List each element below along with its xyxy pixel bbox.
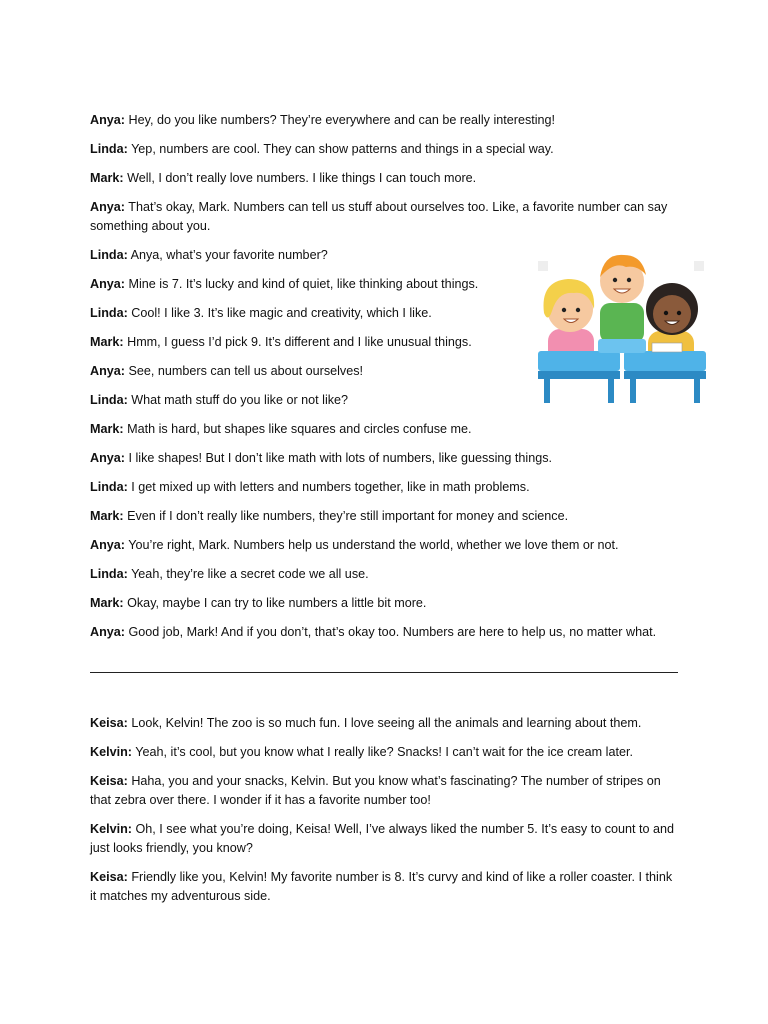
three-kids-at-desks-illustration	[534, 247, 710, 405]
line-text: Cool! I like 3. It’s like magic and creativity, which I like.	[131, 306, 432, 320]
line-text: Good job, Mark! And if you don’t, that’s okay too. Numbers are here to help us, no matter what.	[128, 625, 657, 639]
speaker-name: Anya:	[90, 451, 125, 465]
dialogue-line	[90, 772, 680, 810]
watermark-mark	[694, 261, 704, 271]
dialogue-line	[90, 743, 680, 762]
line-text: Hmm, I guess I’d pick 9. It’s different and I like unusual things.	[127, 335, 472, 349]
dialogue-line	[90, 478, 680, 497]
speaker-name: Anya:	[90, 364, 125, 378]
line-text: I get mixed up with letters and numbers together, like in math problems.	[131, 480, 530, 494]
dialogue-line	[90, 420, 680, 439]
line-text: Hey, do you like numbers? They’re everywhere and can be really interesting!	[128, 113, 556, 127]
line-text: Yeah, it’s cool, but you know what I really like? Snacks! I can’t wait for the ice cream later.	[135, 745, 633, 759]
line-text: I like shapes! But I don’t like math with lots of numbers, like guessing things.	[128, 451, 553, 465]
speaker-name: Mark:	[90, 422, 124, 436]
speaker-name: Linda:	[90, 142, 128, 156]
line-text: Yeah, they’re like a secret code we all use.	[131, 567, 369, 581]
line-text: Okay, maybe I can try to like numbers a little bit more.	[127, 596, 427, 610]
line-text: Look, Kelvin! The zoo is so much fun. I love seeing all the animals and learning about them.	[131, 716, 642, 730]
dialogue-line	[90, 140, 680, 159]
speaker-name: Keisa:	[90, 716, 128, 730]
line-text: Math is hard, but shapes like squares and circles confuse me.	[127, 422, 472, 436]
speaker-name: Keisa:	[90, 774, 128, 788]
line-text: What math stuff do you like or not like?	[131, 393, 349, 407]
dialogue-line	[90, 111, 680, 130]
dialogue-line	[90, 169, 680, 188]
dialogue-line	[90, 868, 680, 906]
dialogue-line	[90, 198, 680, 236]
line-text: Haha, you and your snacks, Kelvin. But you know what’s fascinating? The number of stripes on that zebra over there. I wonder if it has a favorite number too!	[90, 774, 661, 807]
speaker-name: Anya:	[90, 277, 125, 291]
line-text: See, numbers can tell us about ourselves!	[128, 364, 364, 378]
speaker-name: Anya:	[90, 538, 125, 552]
speaker-name: Anya:	[90, 113, 125, 127]
line-text: Oh, I see what you’re doing, Keisa! Well, I’ve always liked the number 5. It’s easy to count to and just looks friendly, you know?	[90, 822, 675, 855]
dialogue-line	[90, 449, 680, 468]
speaker-name: Kelvin:	[90, 822, 132, 836]
dialogue-line	[90, 623, 680, 642]
speaker-name: Mark:	[90, 171, 124, 185]
speaker-name: Mark:	[90, 509, 124, 523]
speaker-name: Linda:	[90, 480, 128, 494]
dialogue-line	[90, 594, 680, 613]
dialogue-line	[90, 714, 680, 733]
speaker-name: Linda:	[90, 306, 128, 320]
line-text: Mine is 7. It’s lucky and kind of quiet, like thinking about things.	[128, 277, 479, 291]
dialogue-keisa-kelvin	[90, 714, 680, 916]
dialogue-line	[90, 536, 680, 555]
line-text: Friendly like you, Kelvin! My favorite number is 8. It’s curvy and kind of like a roller coaster. I think it matches my adventurous side.	[90, 870, 673, 903]
speaker-name: Linda:	[90, 248, 128, 262]
speaker-name: Kelvin:	[90, 745, 132, 759]
line-text: Even if I don’t really like numbers, they’re still important for money and science.	[127, 509, 569, 523]
line-text: You’re right, Mark. Numbers help us understand the world, whether we love them or not.	[128, 538, 619, 552]
speaker-name: Anya:	[90, 200, 125, 214]
speaker-name: Mark:	[90, 335, 124, 349]
dialogue-line	[90, 565, 680, 584]
dialogue-line	[90, 507, 680, 526]
speaker-name: Keisa:	[90, 870, 128, 884]
speaker-name: Linda:	[90, 567, 128, 581]
line-text: Anya, what’s your favorite number?	[130, 248, 328, 262]
line-text: Well, I don’t really love numbers. I like things I can touch more.	[127, 171, 477, 185]
watermark-mark	[538, 261, 548, 271]
speaker-name: Mark:	[90, 596, 124, 610]
section-divider	[90, 672, 678, 673]
speaker-name: Anya:	[90, 625, 125, 639]
line-text: Yep, numbers are cool. They can show patterns and things in a special way.	[131, 142, 554, 156]
line-text: That’s okay, Mark. Numbers can tell us stuff about ourselves too. Like, a favorite number can say something about you.	[90, 200, 668, 233]
dialogue-line	[90, 820, 680, 858]
speaker-name: Linda:	[90, 393, 128, 407]
boy-orange-hair	[600, 255, 646, 343]
